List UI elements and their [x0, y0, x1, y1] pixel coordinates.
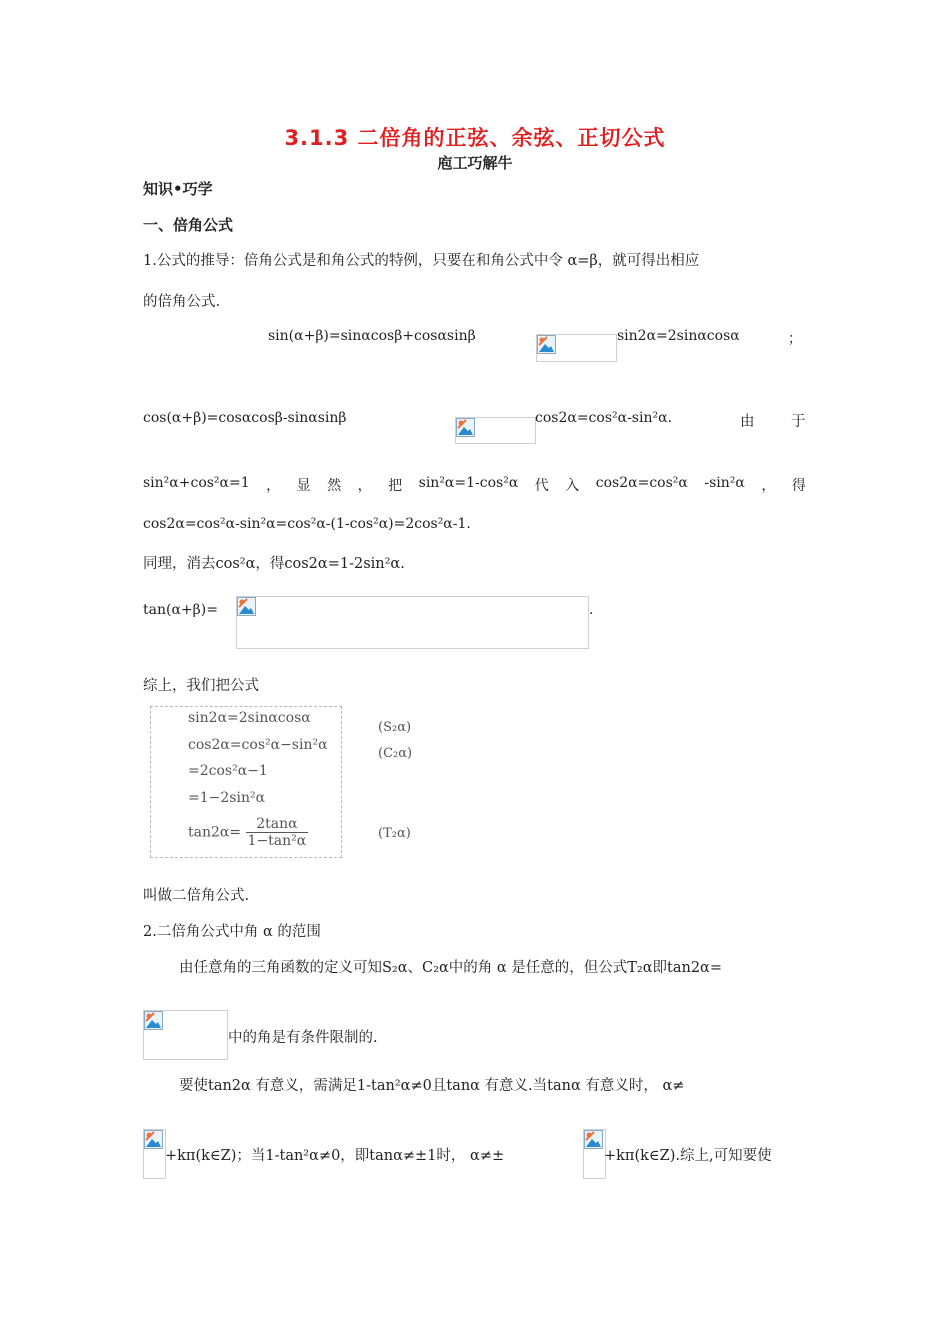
formula-image-placeholder — [236, 596, 589, 649]
formula-semicolon: ； — [788, 331, 802, 347]
broken-image-icon — [144, 1011, 163, 1030]
formula-image-placeholder — [455, 417, 536, 444]
line-segment: sin²α+cos²α=1 — [143, 475, 250, 491]
line-segment: 得 — [791, 478, 806, 494]
line-segment: 然 — [327, 478, 342, 494]
label-s2a: (S₂α) — [378, 720, 412, 735]
paragraph-3-line1: 要使tan2α 有意义，需满足1-tan²α≠0且tanα 有意义.当tanα 有意义时， α≠ — [179, 1078, 685, 1094]
called-line: 叫做二倍角公式. — [143, 888, 250, 904]
label-t2a: (T₂α) — [378, 826, 411, 841]
line-segment: 显 — [296, 478, 311, 494]
line-segment: -sin²α — [704, 475, 745, 491]
broken-image-icon — [237, 597, 256, 616]
paragraph-3-line2a: +kπ(k∈Z)；当1-tan²α≠0，即tanα≠±1时， α≠± — [165, 1148, 505, 1164]
paragraph-derivation-line1: 1.公式的推导：倍角公式是和角公式的特例，只要在和角公式中令 α=β，就可得出相应 — [143, 253, 700, 269]
broken-image-icon — [537, 335, 556, 354]
line-segment: 把 — [388, 478, 403, 494]
formula-image-placeholder — [143, 1010, 228, 1060]
box-formula-cos-alt1: =2cos²α−1 — [188, 763, 268, 779]
box-formula-tan — [188, 816, 308, 849]
fraction-denominator: 1−tan²α — [247, 833, 307, 849]
formula-cos-double: cos2α=cos²α-sin²α. — [535, 410, 672, 426]
formula-tan-sum: tan(α+β)= — [143, 602, 218, 618]
line-segment: 代 — [534, 478, 549, 494]
line-segment: ， — [266, 478, 281, 494]
formula-sin-double: sin2α=2sinαcosα — [617, 328, 740, 344]
section-one-heading: 一、倍角公式 — [143, 216, 234, 234]
text-yu: 于 — [791, 414, 806, 430]
paragraph-2-line1: 由任意角的三角函数的定义可知S₂α、C₂α中的角 α 是任意的，但公式T₂α即tan2α= — [179, 960, 722, 976]
box-formula-cos: cos2α=cos²α−sin²α — [188, 737, 328, 753]
derivation-result-line: cos2α=cos²α-sin²α=cos²α-(1-cos²α)=2cos²α-1. — [143, 516, 471, 532]
formula-image-placeholder — [583, 1129, 606, 1179]
paragraph-3-line2b: +kπ(k∈Z).综上,可知要使 — [604, 1148, 772, 1164]
summary-line: 综上，我们把公式 — [143, 678, 259, 694]
line-segment: ， — [357, 478, 372, 494]
box-formula-tan-left: tan2α= — [188, 824, 242, 841]
line-segment: 入 — [565, 478, 580, 494]
fraction-numerator: 2tanα — [246, 816, 309, 833]
formula-sin-sum: sin(α+β)=sinαcosβ+cosαsinβ — [268, 328, 476, 344]
paragraph-2-title: 2.二倍角公式中角 α 的范围 — [143, 924, 321, 940]
paragraph-derivation-line2: 的倍角公式. — [143, 294, 221, 310]
box-formula-tan-fraction — [246, 816, 309, 849]
document-title: 3.1.3 二倍角的正弦、余弦、正切公式 — [284, 126, 666, 150]
line-segment: ， — [761, 478, 776, 494]
box-formula-cos-alt2: =1−2sin²α — [188, 790, 266, 806]
line-segment: sin²α=1-cos²α — [418, 475, 519, 491]
formula-tan-period: . — [589, 602, 594, 618]
document-subtitle: 庖工巧解牛 — [437, 154, 513, 172]
broken-image-icon — [144, 1130, 163, 1149]
line-segment: cos2α=cos²α — [595, 475, 688, 491]
substitution-line — [143, 475, 806, 495]
formula-image-placeholder — [536, 334, 617, 362]
broken-image-icon — [456, 418, 475, 437]
text-you: 由 — [740, 414, 755, 430]
box-formula-sin: sin2α=2sinαcosα — [188, 710, 311, 726]
formula-image-placeholder — [143, 1129, 166, 1179]
formula-cos-sum: cos(α+β)=cosαcosβ-sinαsinβ — [143, 410, 347, 426]
paragraph-2-line2: 中的角是有条件限制的. — [228, 1030, 378, 1046]
label-c2a: (C₂α) — [378, 746, 413, 761]
similar-derivation-line: 同理，消去cos²α，得cos2α=1-2sin²α. — [143, 556, 405, 572]
section-knowledge-heading: 知识•巧学 — [143, 180, 213, 198]
broken-image-icon — [584, 1130, 603, 1149]
